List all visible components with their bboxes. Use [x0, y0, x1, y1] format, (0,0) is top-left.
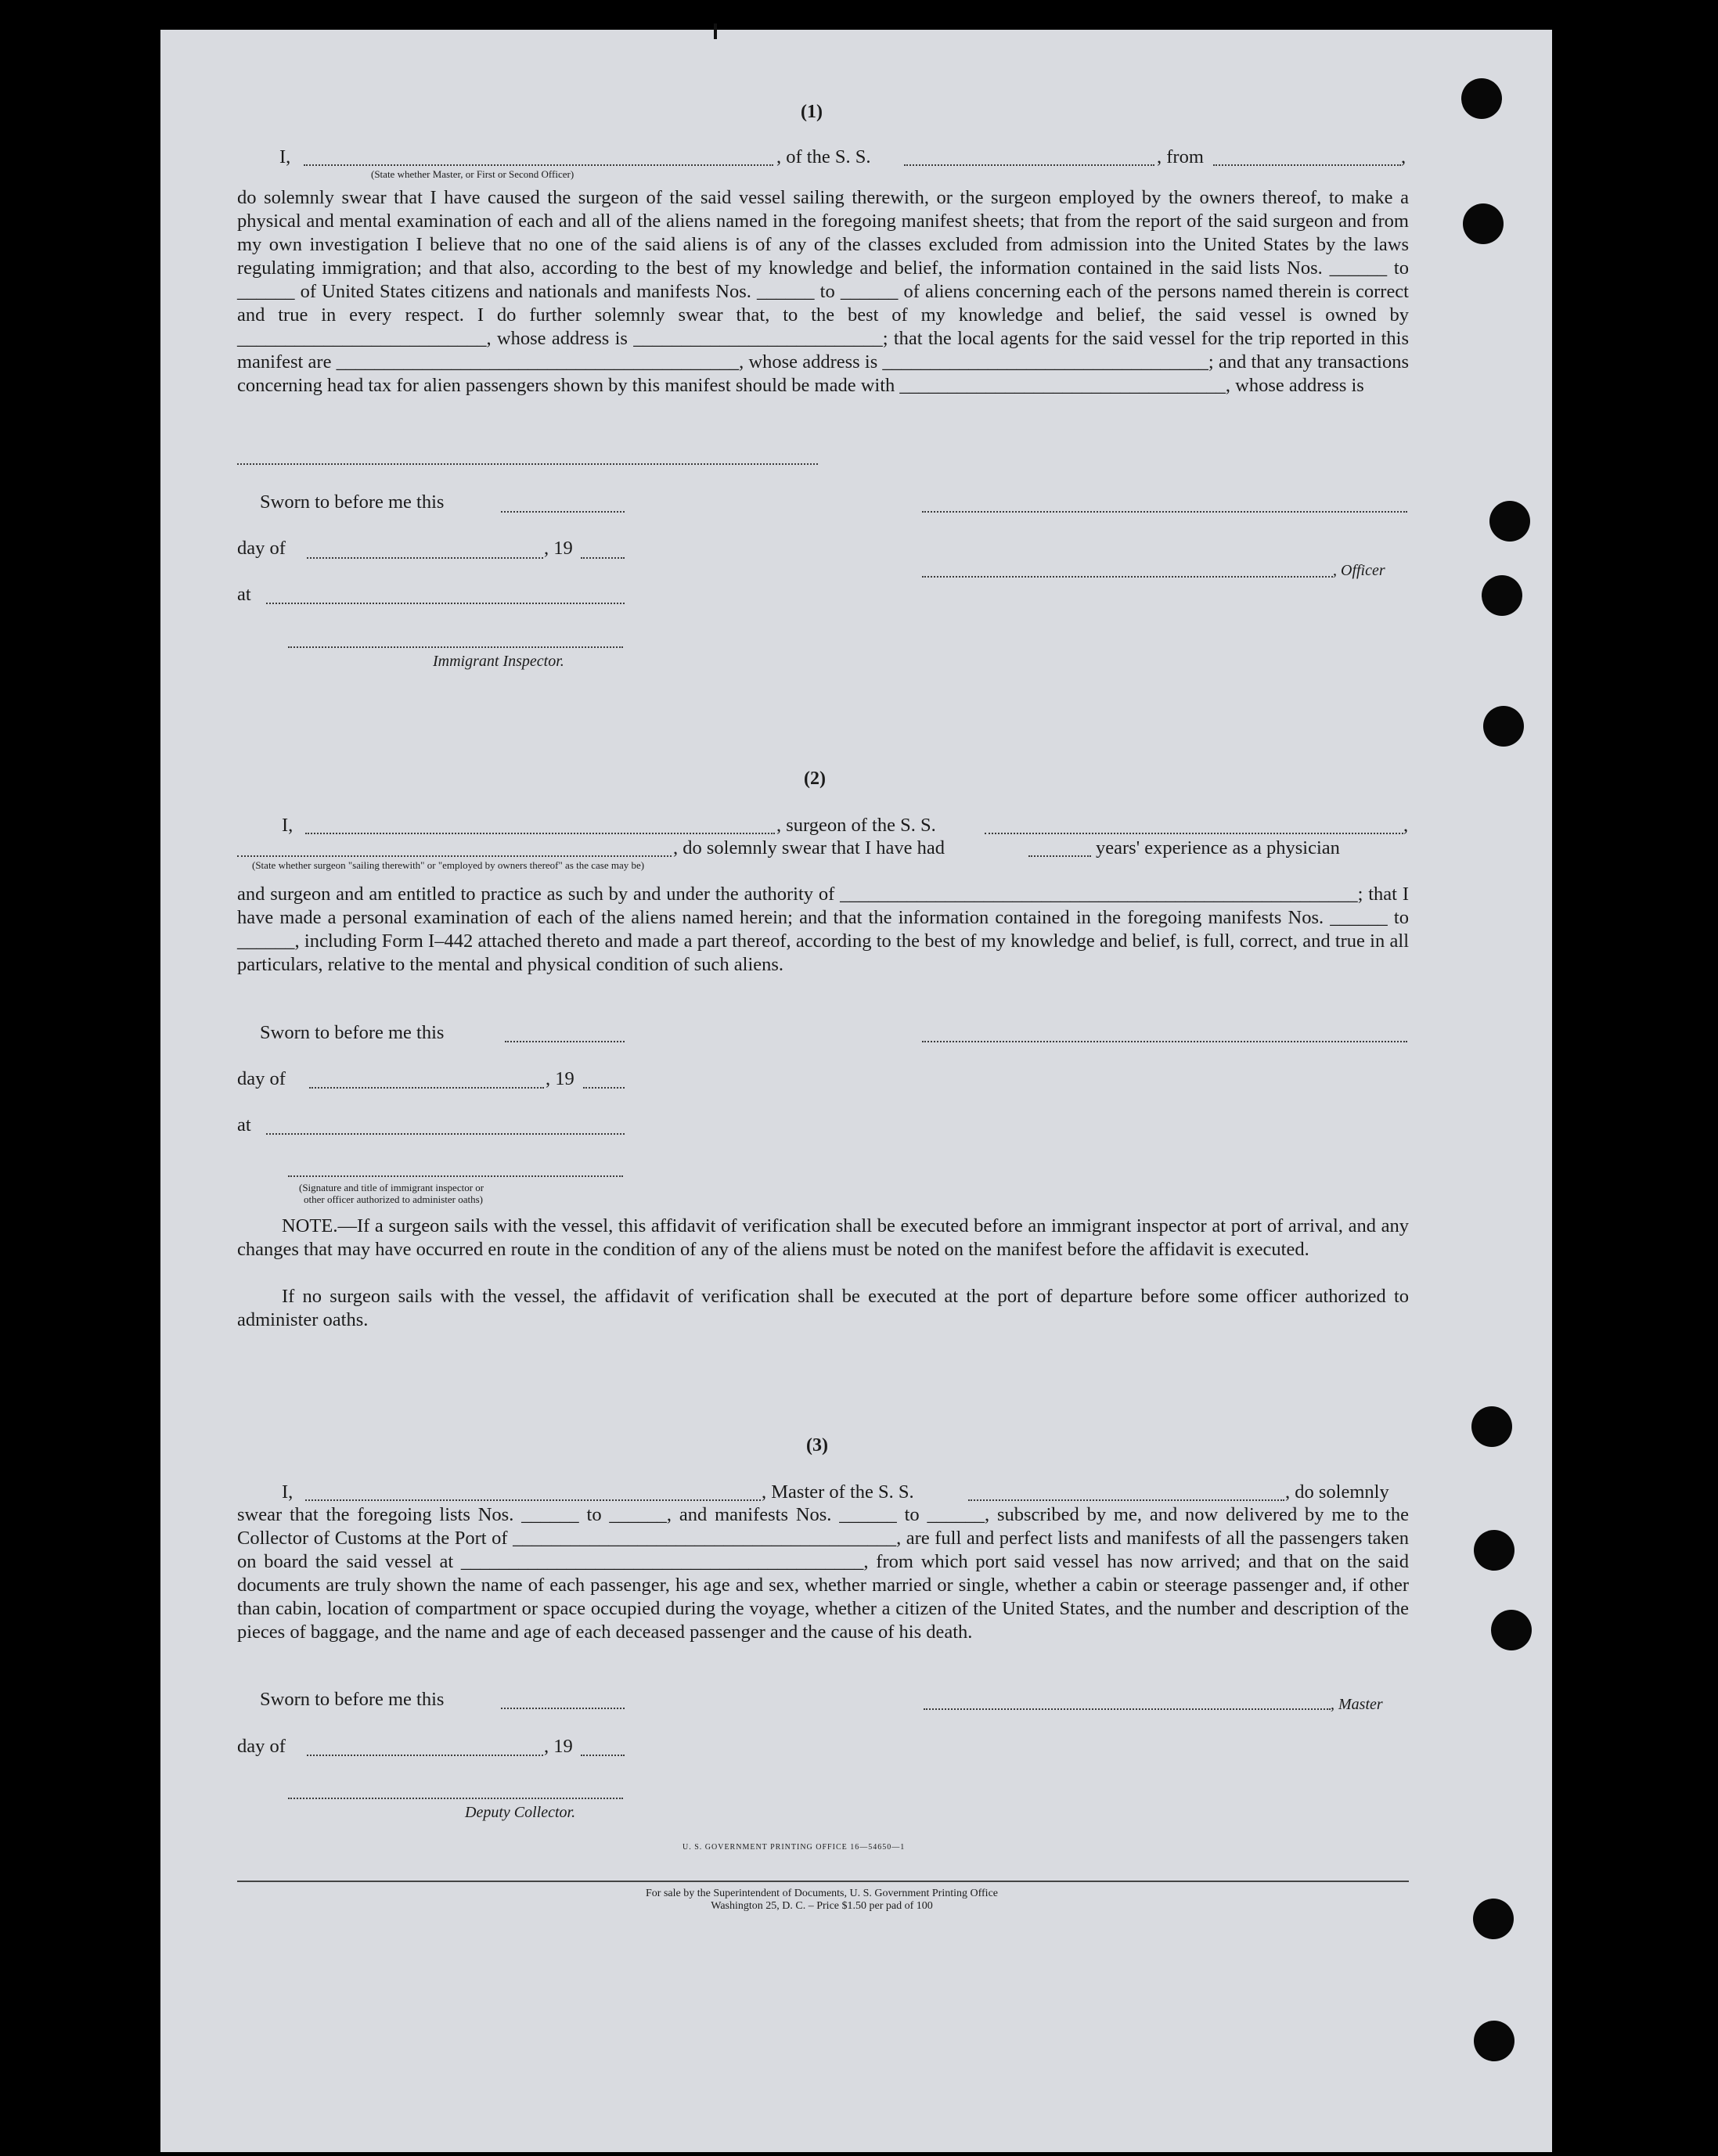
officer-label: , Officer [1333, 562, 1385, 579]
printing-office-line: U. S. GOVERNMENT PRINTING OFFICE 16—54650—1 [683, 1843, 906, 1852]
surgeon-of-label: , surgeon of the S. S. [776, 815, 936, 836]
do-solemnly-label: , do solemnly [1285, 1481, 1389, 1503]
section-2-body: and surgeon and am entitled to practice as such by and under the authority of ______________________________________________________; that I have made a personal examination of each of the aliens named herein; and that the information contained in the foregoing manifests Nos. ______ to ______, including Form I–442 attached thereto and made a part thereof, according to the best of my knowledge and belief, is full, correct, and true in all particulars, relative to the mental and physical condition of such aliens. [237, 884, 1409, 975]
master-name-field[interactable] [305, 1499, 761, 1501]
surgeon-signature-line[interactable] [922, 1041, 1407, 1042]
master-vessel-field[interactable] [968, 1499, 1284, 1501]
sworn-label-3: Sworn to before me this [260, 1689, 445, 1710]
punch-hole [1461, 78, 1502, 119]
section-1-i: I, [279, 146, 291, 167]
sworn-label-1: Sworn to before me this [260, 491, 445, 513]
month-field-2[interactable] [309, 1087, 544, 1089]
punch-hole [1482, 575, 1522, 616]
punch-hole [1491, 1610, 1532, 1650]
surgeon-status-hint: (State whether surgeon "sailing therewith" or "employed by owners thereof" as the case may be) [252, 859, 645, 871]
year-label-2: , 19 [546, 1068, 574, 1089]
day-of-label-3: day of [237, 1736, 286, 1757]
surgeon-vessel-field[interactable] [985, 833, 1403, 834]
signature-note-1: (Signature and title of immigrant inspector or [299, 1182, 484, 1193]
officer-signature-line[interactable] [922, 511, 1407, 513]
punch-hole [1483, 706, 1524, 747]
month-field-3[interactable] [307, 1755, 543, 1756]
surgeon-status-field[interactable] [237, 855, 672, 857]
swear-experience-label: , do solemnly swear that I have had [673, 837, 945, 858]
section-3-number: (3) [806, 1435, 828, 1456]
departure-port-field[interactable] [1213, 164, 1401, 166]
from-label: , from [1157, 146, 1204, 167]
officer-name-field[interactable] [304, 164, 773, 166]
section-1-body: do solemnly swear that I have caused the surgeon of the said vessel sailing therewith, or the surgeon employed by the owners thereof, to make a physical and mental examination of each and all of the aliens named in the foregoing manifest sheets; that from the report of the said surgeon and from my own investigation I believe that no one of the said aliens is of any of the classes excluded from admission into the United States by the laws regulating immigration; and that also, according to the best of my knowledge and belief, the information contained in the said lists Nos. ______ to ______ of United States citizens and nationals and manifests Nos. ______ to ______ of aliens concerning each of the persons named therein is correct and true in every respect. I do further solemnly swear that, to the best of my knowledge and belief, the said vessel is owned by __________________________, whose address is __________________________; that the local agents for the said vessel for the trip reported in this manifest are __________________________________________, whose address is __________________________________; and that any transactions concerning head tax for alien passengers shown by this manifest should be made with __________________________________, whose address is [237, 187, 1409, 396]
at-label-1: at [237, 584, 251, 605]
place-field-2[interactable] [266, 1133, 625, 1135]
sworn-date-field-1[interactable] [501, 511, 625, 513]
inspector-signature-line[interactable] [288, 646, 623, 648]
punch-hole [1474, 2021, 1515, 2061]
sworn-date-field-3[interactable] [501, 1708, 625, 1709]
year-field-2[interactable] [583, 1087, 625, 1089]
punch-hole [1473, 1899, 1514, 1939]
year-field-1[interactable] [581, 557, 625, 559]
master-label: , Master [1331, 1696, 1383, 1713]
scan-mark [714, 23, 717, 39]
at-label-2: at [237, 1114, 251, 1136]
years-experience-field[interactable] [1028, 855, 1091, 857]
signature-note-2: other officer authorized to administer oaths) [304, 1193, 483, 1205]
officer-rank-hint: (State whether Master, or First or Second Officer) [371, 168, 574, 180]
officer-title-line[interactable] [922, 576, 1333, 578]
surgeon-name-field[interactable] [305, 833, 775, 834]
immigrant-inspector-label: Immigrant Inspector. [433, 653, 564, 670]
place-field-1[interactable] [266, 603, 625, 604]
surgeon-note: NOTE.—If a surgeon sails with the vessel, this affidavit of verification shall be executed before an immigrant inspector at port of arrival, and any changes that may have occurred en route in the condition of any of the aliens must be noted on the manifest before the affidavit is executed. [237, 1215, 1409, 1260]
administering-officer-signature-line[interactable] [288, 1175, 623, 1177]
day-of-label-2: day of [237, 1068, 286, 1089]
vessel-name-field[interactable] [904, 164, 1154, 166]
master-of-label: , Master of the S. S. [762, 1481, 914, 1503]
line-end-comma: , [1401, 146, 1406, 167]
section-1-body-end-line[interactable] [237, 463, 818, 465]
sworn-date-field-2[interactable] [505, 1041, 625, 1042]
footer-rule [237, 1881, 1409, 1882]
master-signature-line[interactable] [924, 1708, 1331, 1710]
year-label-1: , 19 [544, 538, 573, 559]
day-of-label-1: day of [237, 538, 286, 559]
footer-line-1: For sale by the Superintendent of Documents, U. S. Government Printing Office [646, 1888, 998, 1899]
years-experience-label: years' experience as a physician [1096, 837, 1340, 858]
month-field-1[interactable] [307, 557, 543, 559]
section-3-i: I, [282, 1481, 294, 1503]
sworn-label-2: Sworn to before me this [260, 1022, 445, 1043]
section-1-number: (1) [801, 102, 823, 122]
punch-hole [1471, 1406, 1512, 1447]
punch-hole [1474, 1530, 1515, 1571]
section-3-body: swear that the foregoing lists Nos. ______ to ______, and manifests Nos. ______ to ______, subscribed by me, and now delivered by me to the Collector of Customs at the Port of ________________________________________, are full and perfect lists and manifests of all the passengers taken on board the said vessel at __________________________________________, from which port said vessel has now arrived; and that on the said documents are truly shown the name of each passenger, his age and sex, whether married or single, whether a cabin or steerage passenger and, if other than cabin, location of compartment or space occupied during the voyage, whether a citizen of the United States, and the number and description of the pieces of baggage, and the name and age of each deceased passenger and the cause of his death. [237, 1504, 1409, 1643]
no-surgeon-note: If no surgeon sails with the vessel, the affidavit of verification shall be executed at the port of departure before some officer authorized to administer oaths. [237, 1286, 1409, 1330]
year-field-3[interactable] [581, 1755, 625, 1756]
section-2-number: (2) [804, 768, 826, 789]
section-2-i: I, [282, 815, 294, 836]
year-label-3: , 19 [544, 1736, 573, 1757]
punch-hole [1463, 203, 1504, 244]
line-end-comma-2: , [1403, 815, 1409, 836]
of-ss-label: , of the S. S. [776, 146, 871, 167]
footer-line-2: Washington 25, D. C. – Price $1.50 per pad of 100 [711, 1900, 933, 1912]
punch-hole [1489, 501, 1530, 542]
deputy-collector-label: Deputy Collector. [465, 1804, 576, 1821]
collector-signature-line[interactable] [288, 1798, 623, 1799]
